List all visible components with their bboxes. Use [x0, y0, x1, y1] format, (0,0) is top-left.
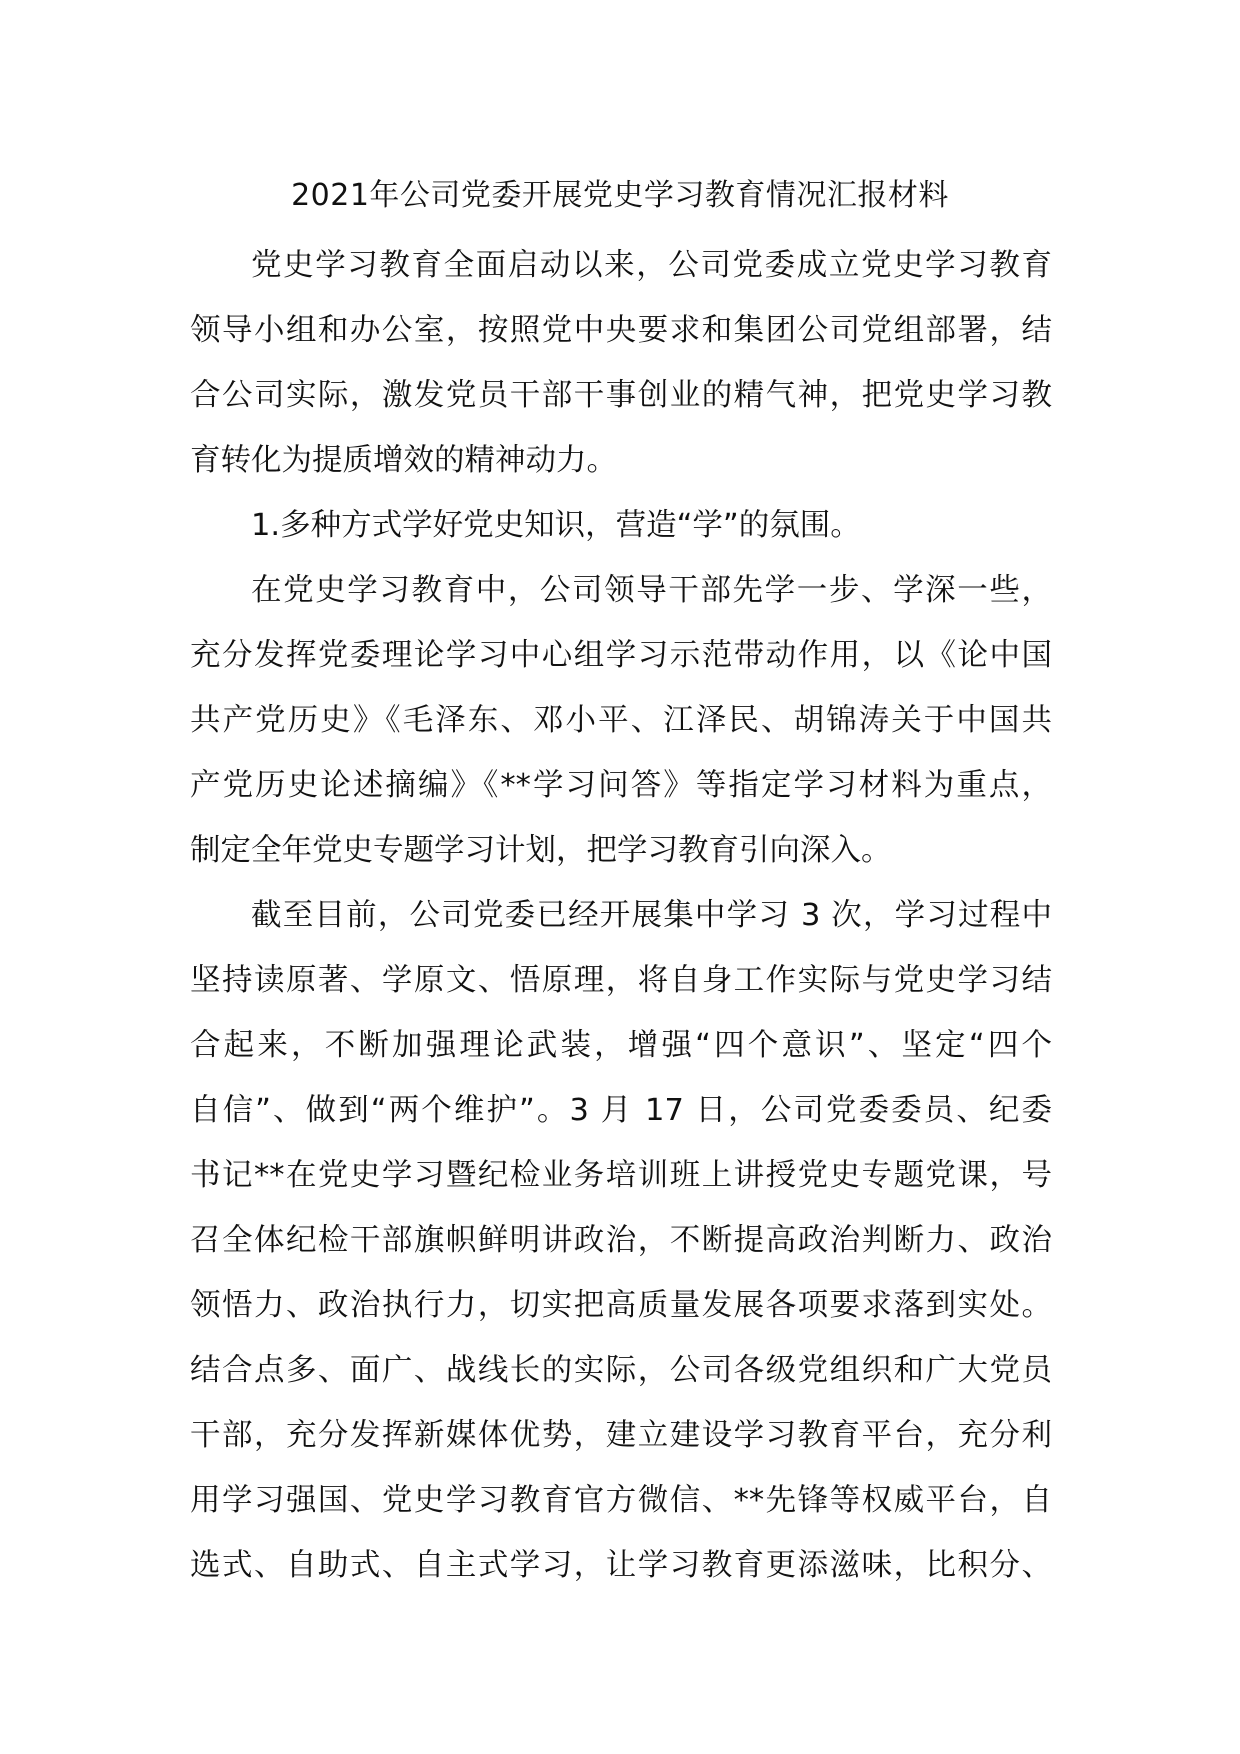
document-title: 2021年公司党委开展党史学习教育情况汇报材料 [291, 178, 949, 213]
text-line: 自信”、做到“两个维护”。3 月 17 日，公司党委委员、纪委 [190, 1093, 1052, 1128]
text-line: 坚持读原著、学原文、悟原理，将自身工作实际与党史学习结 [190, 963, 1052, 998]
text-line: 产党历史论述摘编》《**学习问答》等指定学习材料为重点， [190, 768, 1052, 803]
text-line: 召全体纪检干部旗帜鲜明讲政治，不断提高政治判断力、政治 [190, 1223, 1052, 1258]
text-line: 充分发挥党委理论学习中心组学习示范带动作用，以《论中国 [190, 638, 1052, 673]
text-line: 领悟力、政治执行力，切实把高质量发展各项要求落到实处。 [190, 1288, 1052, 1323]
document-body [190, 233, 1052, 1598]
text-line: 育转化为提质增效的精神动力。 [190, 443, 617, 478]
text-line: 1.多种方式学好党史知识，营造“学”的氛围。 [251, 508, 861, 543]
text-line: 在党史学习教育中，公司领导干部先学一步、学深一些， [251, 573, 1052, 608]
text-line: 书记**在党史学习暨纪检业务培训班上讲授党史专题党课，号 [190, 1158, 1052, 1193]
text-line: 截至目前，公司党委已经开展集中学习 3 次，学习过程中 [251, 898, 1052, 933]
text-line: 选式、自助式、自主式学习，让学习教育更添滋味，比积分、 [190, 1548, 1052, 1583]
text-line: 干部，充分发挥新媒体优势，建立建设学习教育平台，充分利 [190, 1418, 1052, 1453]
text-line: 共产党历史》《毛泽东、邓小平、江泽民、胡锦涛关于中国共 [190, 703, 1052, 738]
text-line: 领导小组和办公室，按照党中央要求和集团公司党组部署，结 [190, 313, 1052, 348]
text-line: 合公司实际，激发党员干部干事创业的精气神，把党史学习教 [190, 378, 1052, 413]
text-line: 制定全年党史专题学习计划，把学习教育引向深入。 [190, 833, 892, 868]
text-line: 合起来，不断加强理论武装，增强“四个意识”、坚定“四个 [190, 1028, 1052, 1063]
text-line: 结合点多、面广、战线长的实际，公司各级党组织和广大党员 [190, 1353, 1052, 1388]
text-line: 用学习强国、党史学习教育官方微信、**先锋等权威平台，自 [190, 1483, 1052, 1518]
text-line: 党史学习教育全面启动以来，公司党委成立党史学习教育 [251, 248, 1052, 283]
